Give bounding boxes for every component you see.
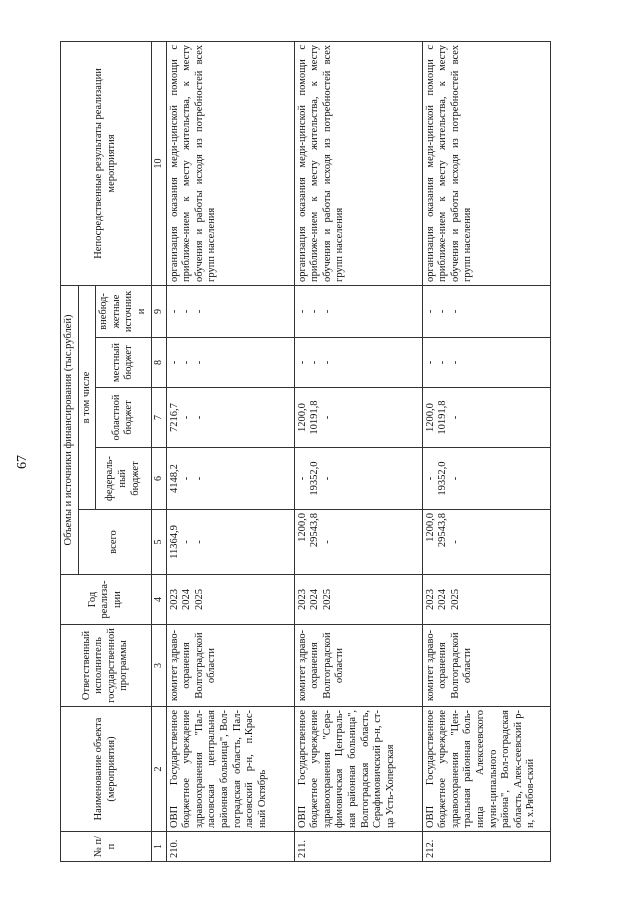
extrabudget-value: - — [193, 309, 205, 314]
result-text: организация оказания меди-цинской помощи с приближе-нием к месту жительства, к месту обучения и работы исходя из потребностей всех групп населения — [294, 41, 422, 285]
total-value: 29543,8 — [309, 513, 321, 548]
local-value: - — [449, 360, 461, 365]
local-cell — [166, 338, 294, 388]
table-row — [422, 41, 550, 861]
header-extrabudget: внебюд-жетные источники — [96, 285, 151, 337]
header-regional: областной бюджет — [96, 388, 151, 448]
local-cell — [294, 338, 422, 388]
local-value: - — [437, 360, 449, 365]
total-value: 1200,0 — [296, 513, 308, 542]
extrabudget-cell — [422, 285, 550, 337]
header-row-1 — [61, 41, 79, 861]
local-value: - — [321, 360, 333, 365]
header-num: № п/п — [61, 832, 152, 862]
federal-cell — [422, 448, 550, 510]
regional-value: 1200,0 — [296, 403, 308, 432]
header-name: Наименование объекта (мероприятия) — [61, 707, 152, 832]
regional-value: 7216,7 — [168, 403, 180, 432]
total-value: - — [449, 540, 461, 544]
result-text: организация оказания меди-цинской помощи с приближе-нием к месту жительства, к месту обучения и работы исходя из потребностей всех групп населения — [422, 41, 550, 285]
regional-cell — [294, 388, 422, 448]
years-cell — [166, 575, 294, 625]
extrabudget-value: - — [309, 309, 321, 314]
column-index: 1 — [151, 832, 166, 862]
regional-value: - — [181, 415, 193, 420]
total-value: 11364,9 — [168, 525, 180, 559]
extrabudget-value: - — [181, 309, 193, 314]
extrabudget-value: - — [424, 309, 436, 314]
header-year: Год реализа-ции — [61, 575, 152, 625]
table-row — [294, 41, 422, 861]
extrabudget-value: - — [449, 309, 461, 314]
year-value: 2025 — [193, 589, 205, 610]
extrabudget-value: - — [168, 309, 180, 314]
responsible-executor: комитет здраво-охранения Волгоградской области — [166, 625, 294, 707]
header-local: местный бюджет — [96, 338, 151, 388]
total-cell — [166, 510, 294, 575]
result-text: организация оказания меди-цинской помощи с приближе-нием к месту жительства, к месту обучения и работы исходя из потребностей всех групп населения — [166, 41, 294, 285]
header-financing: Объемы и источники финансирования (тыс.рублей) — [61, 285, 79, 574]
federal-cell — [166, 448, 294, 510]
federal-value: - — [449, 476, 461, 481]
year-value: 2023 — [296, 589, 308, 610]
extrabudget-value: - — [321, 309, 333, 314]
column-index: 5 — [151, 510, 166, 575]
row-number: 211. — [294, 832, 422, 862]
object-name: ОВП Государственное бюджетное учреждение здравоохранения "Сера-фимовичская Централь-ная районная больница", Волгоградская область, Серафимовичский р-н, ст-ца Усть-Хоперская — [294, 707, 422, 832]
column-index: 9 — [151, 285, 166, 337]
year-value: 2025 — [321, 589, 333, 610]
header-result: Непосредственные результаты реализации мероприятия — [61, 41, 152, 285]
year-value: 2024 — [181, 589, 193, 610]
local-value: - — [309, 360, 321, 365]
year-value: 2024 — [437, 589, 449, 610]
year-value: 2023 — [424, 589, 436, 610]
rotated-landscape-page — [15, 42, 600, 862]
header-including: в том числе — [78, 285, 96, 509]
federal-cell — [294, 448, 422, 510]
regional-value: 1200,0 — [424, 403, 436, 432]
responsible-executor: комитет здраво-охранения Волгоградской области — [294, 625, 422, 707]
year-value: 2023 — [168, 589, 180, 610]
years-cell — [294, 575, 422, 625]
total-value: - — [181, 540, 193, 544]
total-value: 1200,0 — [424, 513, 436, 542]
regional-value: - — [449, 415, 461, 420]
header-responsible: Ответственный исполнитель государственной программы — [61, 625, 152, 707]
column-index: 3 — [151, 625, 166, 707]
extrabudget-value: - — [296, 309, 308, 314]
header-total: всего — [78, 510, 151, 575]
total-value: - — [321, 540, 333, 544]
regional-value: 10191,8 — [437, 400, 449, 435]
local-cell — [422, 338, 550, 388]
years-cell — [422, 575, 550, 625]
financing-table — [60, 41, 551, 862]
total-cell — [422, 510, 550, 575]
regional-cell — [166, 388, 294, 448]
federal-value: - — [193, 476, 205, 481]
column-index: 7 — [151, 388, 166, 448]
federal-value: - — [181, 476, 193, 481]
column-index: 4 — [151, 575, 166, 625]
year-value: 2024 — [309, 589, 321, 610]
regional-value: - — [193, 415, 205, 420]
federal-value: 19352,0 — [309, 461, 321, 496]
column-index: 6 — [151, 448, 166, 510]
local-value: - — [424, 360, 436, 365]
total-value: - — [193, 540, 205, 544]
column-index: 8 — [151, 338, 166, 388]
row-number: 212. — [422, 832, 550, 862]
total-cell — [294, 510, 422, 575]
federal-value: 4148,2 — [168, 464, 180, 493]
header-federal: федераль-ный бюджет — [96, 448, 151, 510]
federal-value: - — [321, 476, 333, 481]
extrabudget-cell — [294, 285, 422, 337]
page-number: 67 — [15, 455, 30, 469]
year-value: 2025 — [449, 589, 461, 610]
federal-value: - — [296, 476, 308, 481]
object-name: ОВП Государственное бюджетное учреждение здравоохранения "Цен-тральная районная боль-ница Алексеевского муни-ципального района", Вол-гоградская область, Алек-сеевский р-н, х.Рябов-ский — [422, 707, 550, 832]
responsible-executor: комитет здраво-охранения Волгоградской области — [422, 625, 550, 707]
extrabudget-value: - — [437, 309, 449, 314]
row-number: 210. — [166, 832, 294, 862]
regional-value: - — [321, 415, 333, 420]
object-name: ОВП Государственное бюджетное учреждение здравоохранения "Пал-ласовская центральная районная больница", Вол-гоградская область, Пал-ласовский р-н, п.Крас-ный Октябрь — [166, 707, 294, 832]
extrabudget-cell — [166, 285, 294, 337]
local-value: - — [296, 360, 308, 365]
local-value: - — [193, 360, 205, 365]
local-value: - — [168, 360, 180, 365]
table-row — [166, 41, 294, 861]
federal-value: - — [424, 476, 436, 481]
regional-cell — [422, 388, 550, 448]
local-value: - — [181, 360, 193, 365]
total-value: 29543,8 — [437, 513, 449, 548]
regional-value: 10191,8 — [309, 400, 321, 435]
column-index: 10 — [151, 41, 166, 285]
column-index: 2 — [151, 707, 166, 832]
column-index-row — [151, 41, 166, 861]
federal-value: 19352,0 — [437, 461, 449, 496]
